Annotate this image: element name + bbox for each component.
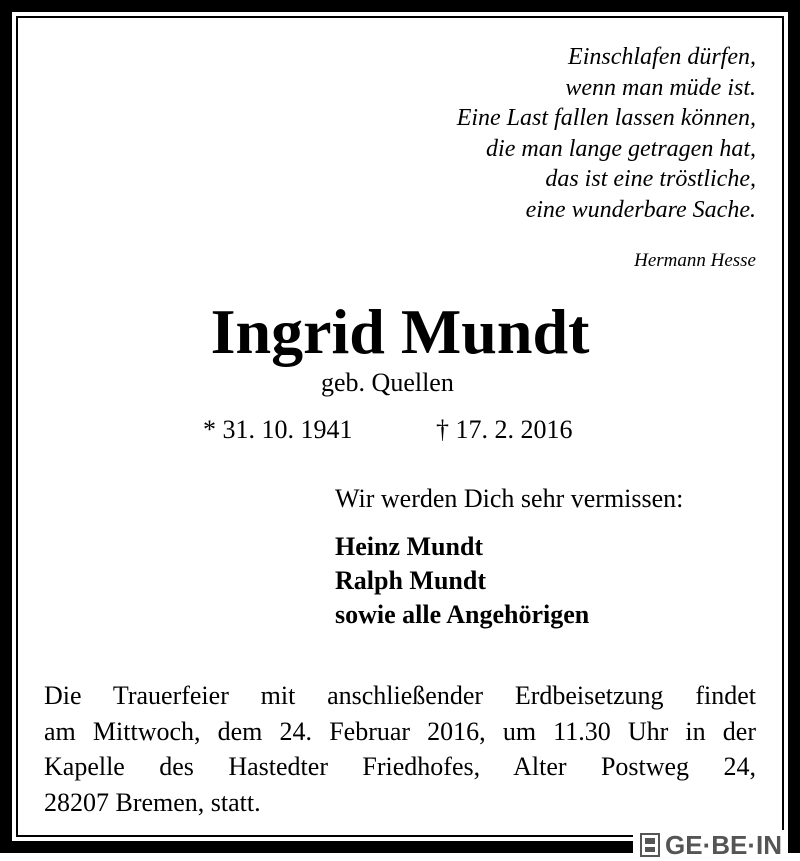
poem-line: Einschlafen dürfen, bbox=[568, 44, 756, 70]
poem-line: eine wunderbare Sache. bbox=[525, 196, 756, 223]
funeral-notice bbox=[44, 678, 756, 820]
logo-mark-icon bbox=[639, 832, 661, 858]
publisher-logo bbox=[633, 830, 788, 860]
logo-text: GE·BE·IN bbox=[665, 829, 782, 860]
poem-line: das ist eine tröstliche, bbox=[545, 166, 756, 192]
funeral-line: am Mittwoch, dem 24. Februar 2016, um 11.30 Uhr in der bbox=[44, 716, 756, 746]
funeral-line: Die Trauerfeier mit anschließender Erdbeisetzung findet bbox=[44, 681, 756, 710]
mourners-list bbox=[335, 530, 589, 632]
deceased-name: Ingrid Mundt bbox=[210, 296, 590, 367]
death-date: † 17. 2. 2016 bbox=[436, 415, 573, 444]
funeral-line: 28207 Bremen, statt. bbox=[44, 787, 261, 817]
mourner-name: Heinz Mundt bbox=[335, 532, 484, 561]
poem-line: die man lange getragen hat, bbox=[486, 135, 756, 162]
birth-date: * 31. 10. 1941 bbox=[203, 415, 353, 444]
mourner-name: Ralph Mundt bbox=[335, 566, 486, 595]
poem-line: wenn man müde ist. bbox=[565, 74, 756, 101]
poem bbox=[457, 42, 756, 225]
maiden-name: geb. Quellen bbox=[321, 368, 454, 397]
funeral-line: Kapelle des Hastedter Friedhofes, Alter Postweg 24, bbox=[44, 752, 756, 781]
poem-author: Hermann Hesse bbox=[634, 250, 756, 271]
mourner-name: sowie alle Angehörigen bbox=[335, 600, 590, 629]
poem-line: Eine Last fallen lassen können, bbox=[456, 105, 756, 131]
mourning-statement: Wir werden Dich sehr vermissen: bbox=[335, 484, 684, 513]
